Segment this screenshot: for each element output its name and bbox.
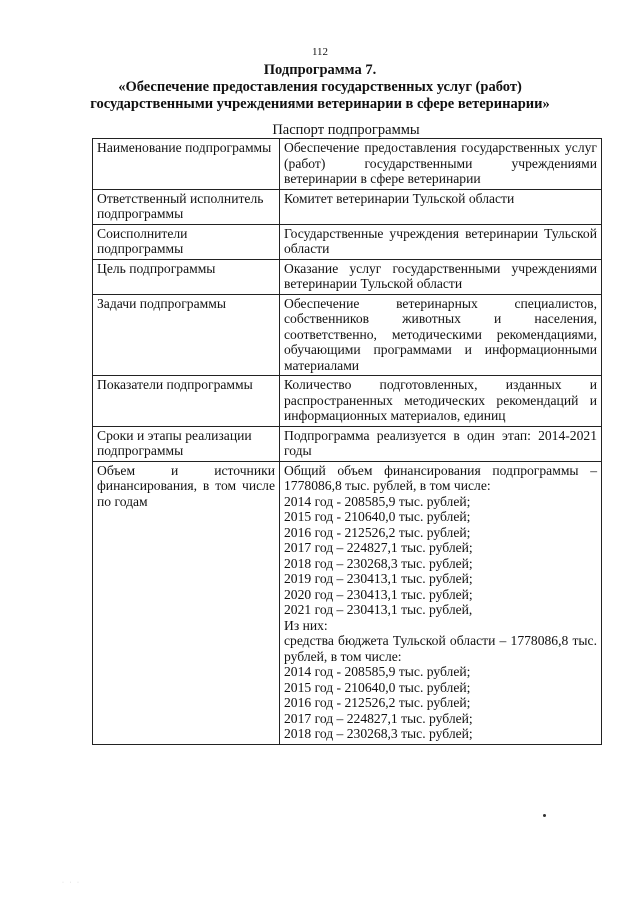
table-row	[93, 139, 602, 190]
row-value: Подпрограмма реализуется в один этап: 2014-2021 годы	[280, 426, 602, 461]
funding-year: 2015 год - 210640,0 тыс. рублей;	[284, 509, 471, 524]
budget-year: 2016 год - 212526,2 тыс. рублей;	[284, 695, 471, 710]
subprogram-title	[40, 62, 600, 113]
page-number: 112	[311, 46, 329, 58]
funding-intro: Общий объем финансирования подпрограммы – 1778086,8 тыс. рублей, в том числе:	[284, 462, 597, 493]
budget-intro: средства бюджета Тульской области – 1778086,8 тыс. рублей, в том числе:	[284, 633, 597, 664]
table-row	[93, 426, 602, 461]
budget-year: 2015 год - 210640,0 тыс. рублей;	[284, 679, 471, 695]
funding-value	[280, 461, 602, 744]
row-label: Ответственный исполнитель подпрограммы	[93, 189, 280, 224]
row-label: Соисполнители подпрограммы	[93, 224, 280, 259]
funding-row	[93, 461, 602, 744]
row-value: Оказание услуг государственными учреждениями ветеринарии Тульской области	[280, 259, 602, 294]
funding-year: 2020 год – 230413,1 тыс. рублей;	[284, 586, 473, 602]
row-value: Комитет ветеринарии Тульской области	[280, 189, 602, 224]
table-row	[93, 294, 602, 376]
title-line: «Обеспечение предоставления государственных услуг (работ)	[118, 79, 522, 95]
table-row	[93, 376, 602, 427]
table-row	[93, 189, 602, 224]
passport-title: Паспорт подпрограммы	[272, 122, 420, 138]
title-line: государственными учреждениями ветеринарии в сфере ветеринарии»	[90, 96, 550, 112]
budget-year: 2017 год – 224827,1 тыс. рублей;	[284, 710, 473, 726]
row-label: Сроки и этапы реализации подпрограммы	[93, 426, 280, 461]
funding-year: 2017 год – 224827,1 тыс. рублей;	[284, 540, 473, 555]
funding-of-them: Из них:	[284, 617, 328, 633]
funding-label: Объем и источники финансирования, в том числе по годам	[93, 461, 280, 744]
row-value: Количество подготовленных, изданных и распространенных методических рекомендаций и информационных материалов, единиц	[280, 376, 602, 427]
row-label: Наименование подпрограммы	[93, 139, 280, 190]
row-label: Задачи подпрограммы	[93, 294, 280, 376]
title-line: Подпрограмма 7.	[263, 62, 377, 78]
budget-year: 2014 год - 208585,9 тыс. рублей;	[284, 664, 471, 679]
row-label: Цель подпрограммы	[93, 259, 280, 294]
funding-year: 2014 год - 208585,9 тыс. рублей;	[284, 493, 471, 509]
funding-year: 2019 год – 230413,1 тыс. рублей;	[284, 571, 473, 586]
row-value: Государственные учреждения ветеринарии Тульской области	[280, 224, 602, 259]
table-row	[93, 259, 602, 294]
row-value: Обеспечение предоставления государственных услуг (работ) государственными учреждениями ветеринарии в сфере ветеринарии	[280, 139, 602, 190]
scan-noise: · · ·	[62, 880, 81, 886]
funding-year: 2016 год - 212526,2 тыс. рублей;	[284, 524, 471, 540]
row-label: Показатели подпрограммы	[93, 376, 280, 427]
funding-year: 2021 год – 230413,1 тыс. рублей,	[284, 602, 473, 617]
table-row	[93, 224, 602, 259]
budget-year: 2018 год – 230268,3 тыс. рублей;	[284, 726, 473, 741]
scan-mark	[543, 814, 546, 817]
passport-table	[92, 138, 602, 745]
row-value: Обеспечение ветеринарных специалистов, собственников животных и населения, соответственно, методическими рекомендациями, обучающими программами и информационными материалами	[280, 294, 602, 376]
funding-year: 2018 год – 230268,3 тыс. рублей;	[284, 555, 473, 571]
